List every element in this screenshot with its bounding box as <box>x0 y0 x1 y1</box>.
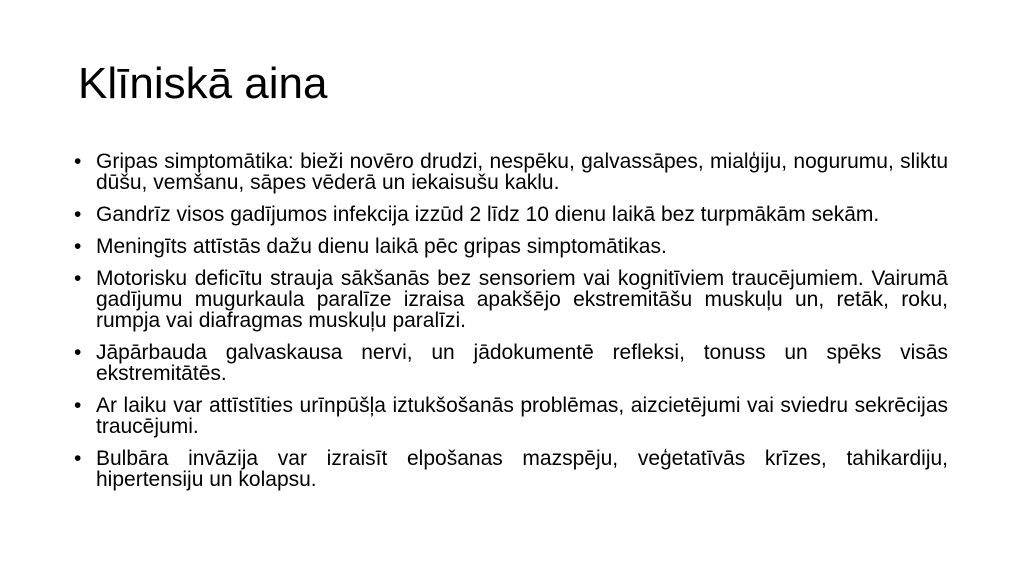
bullet-item <box>74 268 948 331</box>
bullet-item <box>74 448 948 490</box>
bullet-marker: • <box>74 394 82 417</box>
bullet-marker: • <box>74 267 82 290</box>
bullet-item <box>74 204 948 225</box>
bullet-item <box>74 151 948 193</box>
slide-title: Klīniskā aina <box>78 59 328 108</box>
bullet-text: Gandrīz visos gadījumos infekcija izzūd 2 līdz 10 dienu laikā bez turpmākām sekām. <box>96 203 880 226</box>
bullet-text: Ar laiku var attīstīties urīnpūšļa iztukšošanās problēmas, aizcietējumi vai sviedru sekrēcijas traucējumi. <box>96 394 948 438</box>
bullet-text: Bulbāra invāzija var izraisīt elpošanas mazspēju, veģetatīvās krīzes, tahikardiju, hipertensiju un kolapsu. <box>96 447 948 491</box>
bullet-item <box>74 342 948 384</box>
bullet-list <box>74 151 948 501</box>
bullet-text: Motorisku deficītu strauja sākšanās bez sensoriem vai kognitīviem traucējumiem. Vairumā gadījumu mugurkaula paralīze izraisa apakšējo ekstremitāšu muskuļu un, retāk, roku, rumpja vai diafragmas muskuļu paralīzi. <box>96 267 948 332</box>
bullet-marker: • <box>74 235 82 258</box>
bullet-marker: • <box>74 447 82 470</box>
bullet-text: Gripas simptomātika: bieži novēro drudzi, nespēku, galvassāpes, mialģiju, nogurumu, sliktu dūšu, vemšanu, sāpes vēderā un iekaisušu kaklu. <box>96 150 948 194</box>
bullet-item <box>74 395 948 437</box>
bullet-marker: • <box>74 150 82 173</box>
bullet-item <box>74 236 948 257</box>
bullet-marker: • <box>74 203 82 226</box>
bullet-text: Jāpārbauda galvaskausa nervi, un jādokumentē refleksi, tonuss un spēks visās ekstremitātēs. <box>96 341 948 385</box>
bullet-marker: • <box>74 341 82 364</box>
bullet-text: Meningīts attīstās dažu dienu laikā pēc gripas simptomātikas. <box>96 235 667 258</box>
